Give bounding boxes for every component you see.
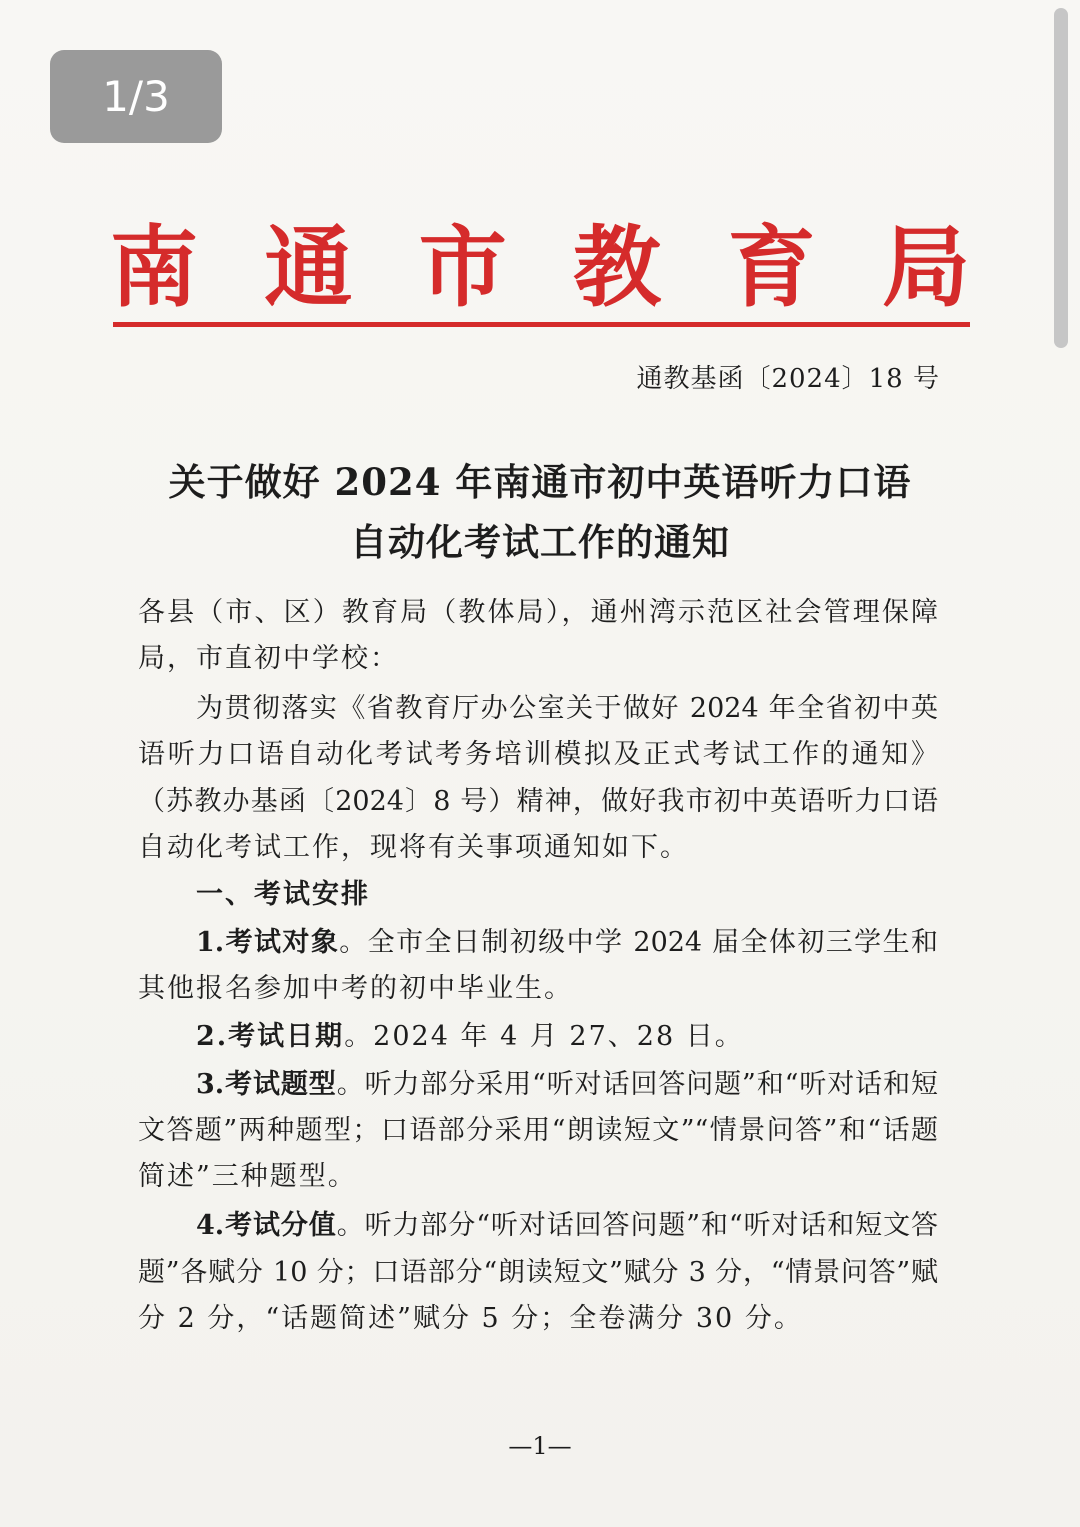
document-number: 通教基函〔2024〕18 号 <box>636 364 940 394</box>
item-2-line-1 <box>196 1014 938 1053</box>
item-3-label: 3.考试题型 <box>196 1069 337 1100</box>
item-3-line-1 <box>196 1062 938 1101</box>
addressee-line-2: 局，市直初中学校： <box>138 643 399 674</box>
item-3-line-2: 文答题”两种题型；口语部分采用“朗读短文”“情景问答”和“话题 <box>138 1115 938 1146</box>
letterhead-divider <box>113 322 970 327</box>
document-title-line-1: 关于做好 2024 年南通市初中英语听力口语 <box>168 460 912 504</box>
intro-line-3: （苏教办基函〔2024〕8 号）精神，做好我市初中英语听力口语 <box>138 786 938 817</box>
item-1-line-2: 其他报名参加中考的初中毕业生。 <box>138 973 573 1004</box>
letterhead-char: 市 <box>418 215 507 319</box>
letterhead-char: 教 <box>573 215 662 319</box>
item-4-line-2: 题”各赋分 10 分；口语部分“朗读短文”赋分 3 分，“情景问答”赋 <box>138 1257 938 1288</box>
letterhead-char: 南 <box>110 215 199 319</box>
item-4-label: 4.考试分值 <box>196 1210 337 1241</box>
document-title-line-2: 自动化考试工作的通知 <box>350 520 730 564</box>
item-4-line-1 <box>196 1203 938 1242</box>
item-1-label: 1.考试对象 <box>196 927 340 958</box>
item-2-text: 。2024 年 4 月 27、28 日。 <box>344 1021 744 1052</box>
letterhead-char: 通 <box>264 215 353 319</box>
page-number: —1— <box>508 1432 572 1460</box>
letterhead-char: 育 <box>727 215 816 319</box>
intro-line-4: 自动化考试工作，现将有关事项通知如下。 <box>138 832 689 863</box>
page-counter-badge: 1/3 <box>50 50 222 143</box>
item-4-line-3: 分 2 分，“话题简述”赋分 5 分；全卷满分 30 分。 <box>138 1303 803 1334</box>
section-heading: 一、考试安排 <box>196 879 370 910</box>
letterhead-char: 局 <box>881 215 970 319</box>
addressee-line-1: 各县（市、区）教育局（教体局），通州湾示范区社会管理保障 <box>138 597 938 628</box>
intro-line-1: 为贯彻落实《省教育厅办公室关于做好 2024 年全省初中英 <box>196 693 938 724</box>
scrollbar-thumb[interactable] <box>1054 8 1068 348</box>
item-4-text: 。听力部分“听对话回答问题”和“听对话和短文答 <box>336 1210 938 1241</box>
intro-line-2: 语听力口语自动化考试考务培训模拟及正式考试工作的通知》 <box>138 739 938 770</box>
item-3-line-3: 简述”三种题型。 <box>138 1161 357 1192</box>
letterhead <box>110 212 970 322</box>
item-1-text: 。全市全日制初级中学 2024 届全体初三学生和 <box>339 927 938 958</box>
item-1-line-1 <box>196 920 938 959</box>
item-2-label: 2.考试日期 <box>196 1021 345 1052</box>
item-3-text: 。听力部分采用“听对话回答问题”和“听对话和短 <box>336 1069 938 1100</box>
